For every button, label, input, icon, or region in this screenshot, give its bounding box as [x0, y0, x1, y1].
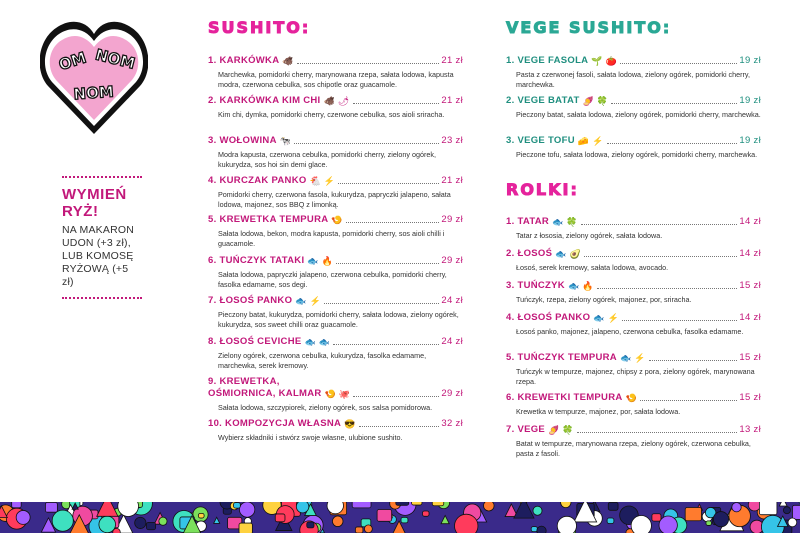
svg-text:NOM: NOM [72, 82, 115, 104]
om-nom-nom-logo [40, 14, 148, 136]
decorative-shape [147, 522, 156, 529]
menu-item-name: 3. VEGE TOFU [506, 135, 575, 146]
sushito-title: SUSHITO: [208, 18, 311, 37]
menu-item-description: Tuńczyk, rzepa, zielony ogórek, majonez, por, sriracha. [516, 295, 692, 304]
decorative-shape [631, 516, 651, 533]
menu-item-description: Pasta z czerwonej fasoli, sałata lodowa, zielony ogórek, pomidorki cherry, marchewka. [516, 70, 750, 89]
menu-item-price: 19 zł [739, 135, 761, 146]
decorative-shape [788, 518, 797, 527]
decorative-shape [234, 503, 241, 509]
decorative-shape [759, 502, 777, 515]
menu-item-description: Marchewka, pomidorki cherry, marynowana rzepa, sałata lodowa, kapusta modra, czerwona cebulka, sos chipotle oraz guacamole. [218, 70, 454, 89]
decorative-illustration-strip [0, 502, 800, 533]
dotted-leader [336, 263, 439, 264]
decorative-shape [113, 528, 120, 533]
menu-item-price: 14 zł [739, 312, 761, 323]
decorative-shape [307, 522, 314, 528]
menu-item-price: 21 zł [441, 95, 463, 106]
menu-item-description: Zielony ogórek, czerwona cebulka, kukurydza, fasolka edamame, marchewka, serek kremowy. [218, 351, 427, 370]
decorative-shape [557, 516, 576, 533]
dotted-leader [649, 360, 738, 361]
menu-item-header [506, 55, 761, 67]
menu-item-description: Sałata lodowa, papryczki jalapeno, czerwona cebulka, pomidorki cherry, fasolka edamame, sos degi. [218, 270, 447, 289]
menu-item-header [506, 312, 761, 324]
menu-item-description: Kim chi, dymka, pomidorki cherry, czerwone cebulka, sos aioli sriracha. [218, 110, 445, 119]
menu-item-header [506, 216, 761, 228]
ingredient-icons: 🍤 [331, 215, 343, 225]
decorative-shape [484, 502, 495, 511]
menu-item [506, 216, 761, 241]
dotted-leader [333, 344, 439, 345]
ingredient-icons: 🐗 [282, 56, 294, 66]
menu-item-header [208, 418, 463, 430]
menu-item-name: 6. TUŃCZYK TATAKI [208, 255, 305, 266]
rice-swap-box [62, 176, 142, 299]
menu-item-price: 29 zł [441, 214, 463, 225]
decorative-shape [713, 512, 728, 527]
dotted-divider [62, 297, 142, 299]
dotted-leader [620, 63, 737, 64]
dotted-leader [622, 320, 737, 321]
menu-item [208, 336, 463, 370]
decorative-shape [135, 517, 146, 528]
decorative-shape [423, 511, 430, 516]
decorative-shape [159, 517, 167, 525]
decorative-shape [537, 526, 546, 533]
ingredient-icons: 🍤 🐙 [324, 389, 351, 399]
menu-item [506, 248, 761, 273]
decorative-shape [608, 502, 618, 510]
menu-item [506, 312, 761, 337]
decorative-shape [783, 507, 790, 514]
menu-item-description: Tatar z łososia, zielony ogórek, sałata lodowa. [516, 231, 663, 240]
menu-item-name: 2. ŁOSOŚ [506, 248, 553, 259]
menu-item-name: 4. KURCZAK PANKO [208, 175, 307, 186]
decorative-shape [401, 517, 408, 523]
menu-item-price: 15 zł [739, 392, 761, 403]
dotted-leader [640, 400, 737, 401]
ingredient-icons: 🐟 🔥 [567, 281, 594, 291]
dotted-leader [324, 303, 439, 304]
menu-item-header [208, 336, 463, 348]
menu-item [208, 95, 463, 120]
decorative-shape [198, 513, 204, 518]
ingredient-icons: 🐟 ⚡ [619, 353, 646, 363]
dotted-leader [297, 63, 440, 64]
menu-item-description: Krewetka w tempurze, majonez, por, sałata lodowa. [516, 407, 681, 416]
menu-item-header [506, 135, 761, 147]
menu-item [506, 280, 761, 305]
menu-item [506, 135, 761, 160]
decorative-shape [239, 502, 254, 517]
decorative-shape [607, 518, 614, 523]
menu-item-description: Batat w tempurze, marynowana rzepa, zielony ogórek, czerwona cebulka, pasta z fasoli. [516, 439, 751, 458]
menu-item-header [208, 175, 463, 187]
decorative-shape [732, 503, 741, 512]
decorative-shape [748, 502, 760, 511]
menu-item-description: Sałata lodowa, szczypiorek, zielony ogórek, sos salsa pomidorowa. [218, 403, 433, 412]
menu-item-header [506, 280, 761, 292]
rice-swap-title: WYMIEŃ RYŻ! [62, 186, 127, 220]
decorative-shape [52, 510, 73, 531]
menu-item [506, 95, 761, 120]
decorative-shape [685, 507, 701, 520]
ingredient-icons: 🐟 🥑 [555, 249, 582, 259]
menu-item [208, 418, 463, 443]
menu-item-header [208, 55, 463, 67]
menu-item-description: Modra kapusta, czerwona cebulka, pomidorki cherry, zielony ogórek, kukurydza, sos hoi sin demi glace. [218, 150, 436, 169]
decorative-shape [412, 502, 422, 505]
dotted-leader [597, 288, 738, 289]
menu-item-price: 13 zł [739, 424, 761, 435]
dotted-leader [346, 222, 440, 223]
decorative-shape [239, 523, 252, 533]
menu-item-description: Pieczony batat, sałata lodowa, zielony ogórek, pomidorki cherry, marchewka. [516, 110, 761, 119]
dotted-leader [607, 143, 738, 144]
menu-item-description: Tuńczyk w tempurze, majonez, chipsy z pora, zielony ogórek, marynowana rzepa. [516, 367, 755, 386]
menu-item-description: Pieczony batat, kukurydza, pomidorki cherry, sałata lodowa, zielony ogórek, kukurydza, sos sweet chilli oraz guacamole. [218, 310, 459, 329]
menu-item-name: 1. KARKÓWKA [208, 55, 280, 66]
menu-item [208, 295, 463, 329]
decorative-shape [377, 510, 392, 522]
ingredient-icons: 🐟 🍀 [552, 217, 578, 227]
menu-item-price: 14 zł [739, 248, 761, 259]
svg-text:NOM: NOM [93, 45, 137, 73]
menu-item-description: Wybierz składniki i stwórz swoje własne, ulubione sushito. [218, 433, 403, 442]
dotted-leader [353, 103, 440, 104]
menu-item [208, 376, 463, 413]
decorative-shape [659, 516, 677, 533]
decorative-shape [652, 514, 661, 521]
menu-item-price: 14 zł [739, 216, 761, 227]
decorative-shape [792, 505, 800, 519]
ingredient-icons: 🍠 🍀 [548, 425, 574, 435]
ingredient-icons: 😎 [344, 419, 356, 429]
ingredient-icons: 🍤 [625, 393, 638, 403]
menu-item [506, 424, 761, 458]
decorative-shape [706, 521, 712, 526]
menu-item [208, 255, 463, 289]
menu-item-header [208, 295, 463, 307]
menu-item-header [208, 135, 463, 147]
menu-item-name: 6. KREWETKI TEMPURA [506, 392, 623, 403]
vege-sushito-title: VEGE SUSHITO: [506, 18, 672, 37]
menu-item-price: 24 zł [441, 295, 463, 306]
menu-item [208, 214, 463, 248]
ingredient-icons: 🐄 [279, 136, 292, 146]
decorative-shape [275, 514, 285, 522]
menu-item-name: 8. ŁOSOŚ CEVICHE [208, 336, 302, 347]
menu-item-header [208, 214, 463, 226]
dotted-leader [359, 426, 440, 427]
menu-item [506, 55, 761, 89]
dotted-leader [577, 432, 738, 433]
decorative-shape [332, 516, 343, 527]
menu-item-description: Pomidorki cherry, czerwona fasola, kukurydza, papryczki jalapeno, sałata lodowa, majonez, sos BBQ z limonką. [218, 190, 451, 209]
ingredient-icons: 🐟 🐟 [304, 337, 331, 347]
logo-letter-om: OM [56, 48, 89, 75]
menu-item-description: Łosoś, serek kremowy, sałata lodowa, avocado. [516, 263, 669, 272]
menu-item-price: 32 zł [441, 418, 463, 429]
rolki-title: ROLKI: [506, 180, 579, 199]
menu-item-header [506, 392, 761, 404]
decorative-shape [432, 502, 443, 506]
menu-item-name: 2. VEGE BATAT [506, 95, 580, 106]
dotted-leader [611, 103, 737, 104]
ingredient-icons: 🐗 🌶 [323, 96, 350, 106]
ingredient-icons: 🌱 🍅 [591, 56, 618, 66]
menu-item [208, 55, 463, 89]
ingredient-icons: 🐔 ⚡ [309, 176, 336, 186]
dotted-leader [353, 396, 439, 397]
menu-item-name: 9. KREWETKA, OŚMIORNICA, KALMAR [208, 376, 322, 399]
menu-item-price: 29 zł [441, 388, 463, 399]
menu-item-name: 7. VEGE [506, 424, 546, 435]
rice-swap-text: NA MAKARON UDON (+3 zł), LUB KOMOSĘ RYŻOWĄ (+5 zł) [62, 224, 135, 288]
menu-item-price: 19 zł [739, 95, 761, 106]
menu-item-description: Łosoś panko, majonez, jalapeno, czerwona cebulka, fasolka edamame. [516, 327, 744, 336]
menu-item-name: 1. VEGE FASOLA [506, 55, 589, 66]
menu-item-header [208, 255, 463, 267]
menu-item-description: Sałata lodowa, bekon, modra kapusta, pomidorki cherry, sos aioli chilli i guacamole. [218, 229, 445, 248]
dotted-leader [584, 256, 737, 257]
menu-item-name: 2. KARKÓWKA KIM CHI [208, 95, 321, 106]
menu-item-price: 23 zł [441, 135, 463, 146]
decorative-shape [455, 514, 478, 533]
menu-item-name: 4. ŁOSOŚ PANKO [506, 312, 591, 323]
menu-item-header [506, 248, 761, 260]
menu-item-header [506, 424, 761, 436]
menu-item-price: 15 zł [739, 352, 761, 363]
dotted-leader [294, 143, 439, 144]
decorative-shape [364, 525, 372, 533]
menu-item [208, 135, 463, 169]
menu-item-price: 19 zł [739, 55, 761, 66]
dotted-leader [581, 224, 738, 225]
ingredient-icons: 🐟 ⚡ [593, 313, 620, 323]
menu-item [506, 392, 761, 417]
decorative-shape [45, 502, 57, 512]
menu-item-price: 15 zł [739, 280, 761, 291]
menu-item-header [506, 95, 761, 107]
menu-item-name: 3. TUŃCZYK [506, 280, 565, 291]
menu-item-name: 5. TUŃCZYK TEMPURA [506, 352, 617, 363]
decorative-shape [352, 502, 371, 508]
dotted-leader [338, 183, 439, 184]
menu-item-name: 1. TATAR [506, 216, 550, 227]
menu-item-price: 21 zł [441, 55, 463, 66]
menu-item-price: 21 zł [441, 175, 463, 186]
menu-item-header [506, 352, 761, 364]
menu-item-price: 29 zł [441, 255, 463, 266]
decorative-shape [12, 502, 21, 508]
menu-item-name: 7. ŁOSOŚ PANKO [208, 295, 293, 306]
decorative-shape [396, 502, 409, 505]
decorative-shape [355, 527, 363, 533]
menu-item [208, 175, 463, 209]
decorative-shape [16, 510, 30, 524]
menu-item-header [208, 376, 463, 400]
ingredient-icons: 🧀 ⚡ [577, 136, 604, 146]
menu-item-name: 10. KOMPOZYCJA WŁASNA [208, 418, 342, 429]
decorative-shape [533, 506, 542, 515]
menu-item-name: 3. WOŁOWINA [208, 135, 277, 146]
menu-item-description: Pieczone tofu, sałata lodowa, zielony ogórek, pomidorki cherry, marchewka. [516, 150, 758, 159]
ingredient-icons: 🐟 🔥 [307, 256, 334, 266]
dotted-divider [62, 176, 142, 178]
menu-item-price: 24 zł [441, 336, 463, 347]
decorative-shape [296, 502, 308, 513]
menu-item-name: 5. KREWETKA TEMPURA [208, 214, 329, 225]
menu-item-header [208, 95, 463, 107]
menu-item [506, 352, 761, 386]
ingredient-icons: 🐟 ⚡ [295, 296, 322, 306]
ingredient-icons: 🍠 🍀 [582, 96, 609, 106]
